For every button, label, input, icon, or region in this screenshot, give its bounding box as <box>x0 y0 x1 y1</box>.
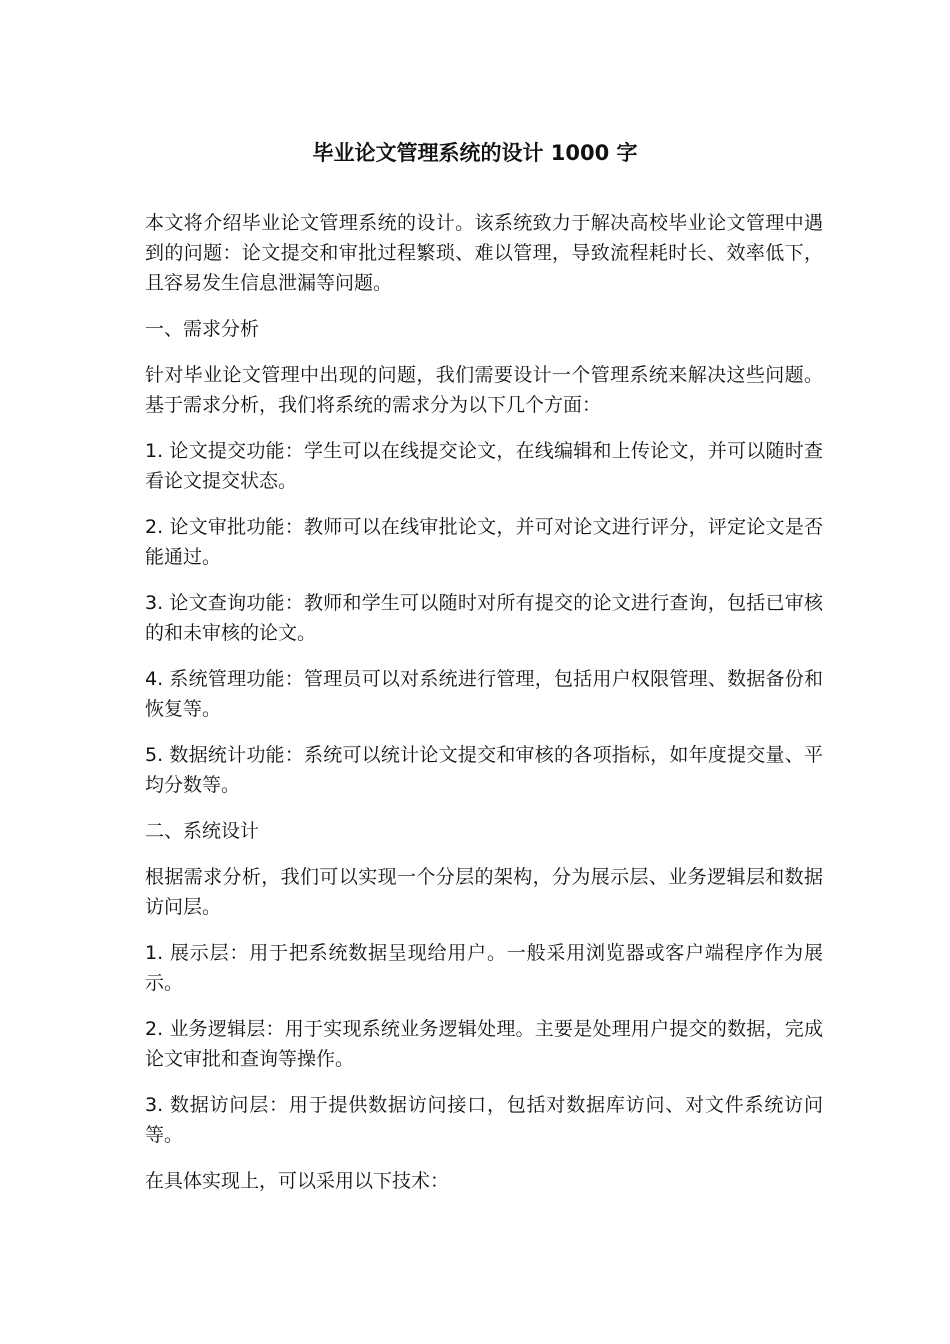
list-item-management: 4. 系统管理功能：管理员可以对系统进行管理，包括用户权限管理、数据备份和恢复等。 <box>145 668 823 720</box>
list-item-presentation-layer: 1. 展示层：用于把系统数据呈现给用户。一般采用浏览器或客户端程序作为展示。 <box>145 942 823 994</box>
list-item-submission: 1. 论文提交功能：学生可以在线提交论文，在线编辑和上传论文，并可以随时查看论文提交状态。 <box>145 440 823 492</box>
list-item-business-layer: 2. 业务逻辑层：用于实现系统业务逻辑处理。主要是处理用户提交的数据，完成论文审批和查询等操作。 <box>145 1018 823 1070</box>
list-item-approval: 2. 论文审批功能：教师可以在线审批论文，并可对论文进行评分，评定论文是否能通过。 <box>145 516 823 568</box>
section-heading-requirements: 一、需求分析 <box>145 318 260 340</box>
paragraph-requirements-intro: 针对毕业论文管理中出现的问题，我们需要设计一个管理系统来解决这些问题。基于需求分析，我们将系统的需求分为以下几个方面： <box>145 364 823 416</box>
document-title: 毕业论文管理系统的设计 1000 字 <box>312 141 638 165</box>
list-item-query: 3. 论文查询功能：教师和学生可以随时对所有提交的论文进行查询，包括已审核的和未审核的论文。 <box>145 592 823 644</box>
list-item-statistics: 5. 数据统计功能：系统可以统计论文提交和审核的各项指标，如年度提交量、平均分数等。 <box>145 744 823 796</box>
paragraph-technology-intro: 在具体实现上，可以采用以下技术： <box>145 1170 450 1192</box>
list-item-data-layer: 3. 数据访问层：用于提供数据访问接口，包括对数据库访问、对文件系统访问等。 <box>145 1094 823 1146</box>
paragraph-intro: 本文将介绍毕业论文管理系统的设计。该系统致力于解决高校毕业论文管理中遇到的问题：论文提交和审批过程繁琐、难以管理，导致流程耗时长、效率低下，且容易发生信息泄漏等问题。 <box>145 212 823 294</box>
paragraph-design-intro: 根据需求分析，我们可以实现一个分层的架构，分为展示层、业务逻辑层和数据访问层。 <box>145 866 823 918</box>
section-heading-design: 二、系统设计 <box>145 820 260 842</box>
document-body <box>145 208 823 1212</box>
